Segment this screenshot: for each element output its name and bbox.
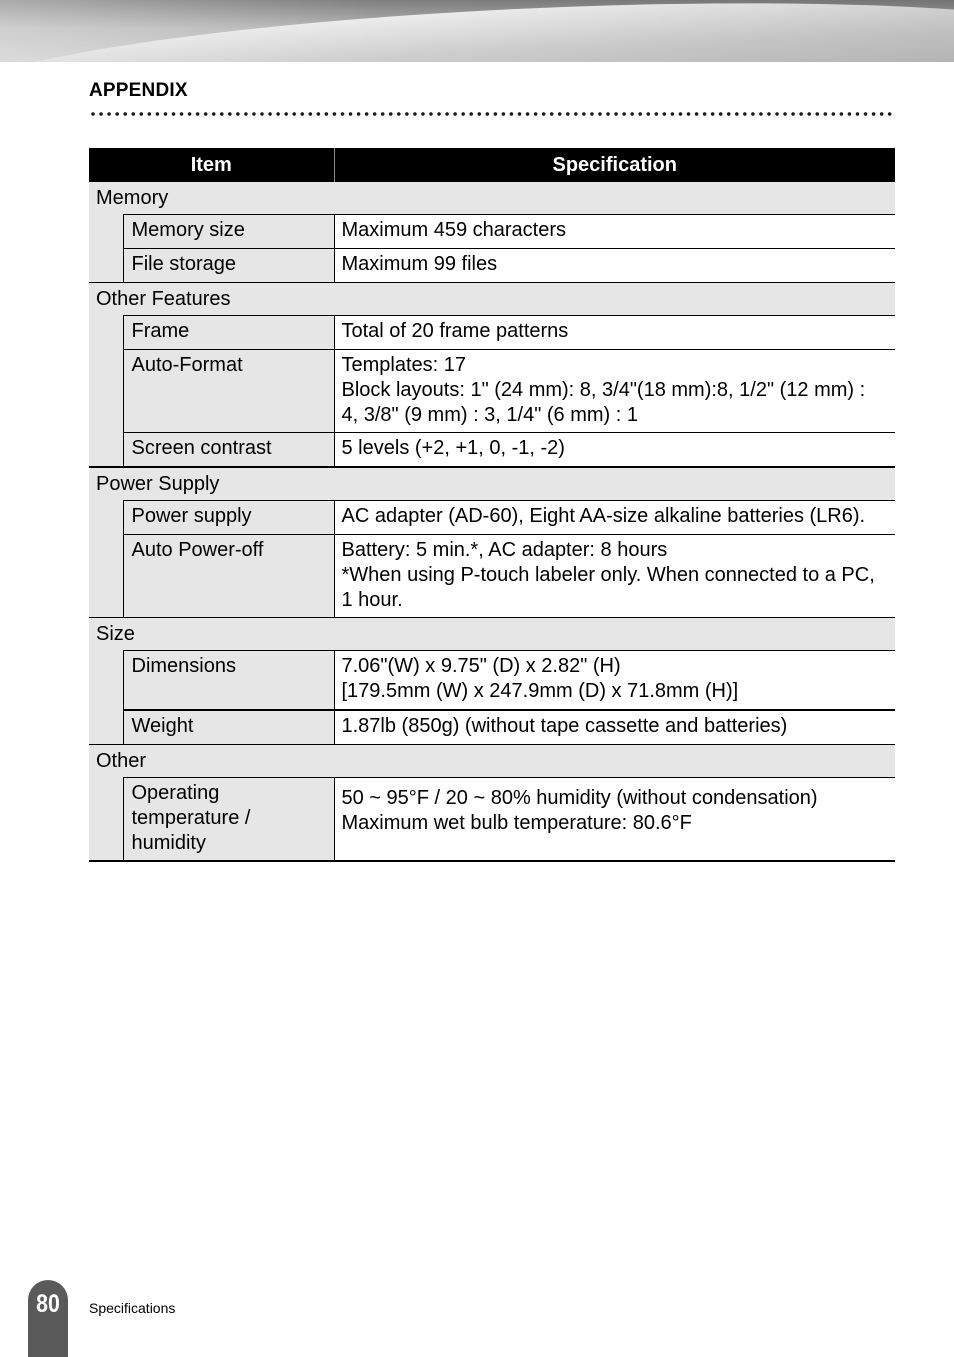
table-row: [89, 316, 895, 350]
value-cell: [334, 215, 895, 249]
header-specification: Specification: [334, 148, 895, 182]
table-row: [89, 535, 895, 618]
value-line: Total of 20 frame patterns: [341, 320, 569, 342]
table-row: [89, 651, 895, 711]
value-cell: [334, 350, 895, 433]
value-line: Maximum wet bulb temperature: 80.6°F: [341, 812, 692, 834]
table-row: [89, 710, 895, 745]
value-line: 7.06"(W) x 9.75" (D) x 2.82" (H): [341, 655, 621, 677]
value-cell: [334, 651, 895, 711]
value-line: *When using P-touch labeler only. When connected to a PC, 1 hour.: [341, 564, 875, 611]
value-line: 1.87lb (850g) (without tape cassette and batteries): [341, 715, 788, 737]
dotted-divider: [89, 111, 895, 117]
category-row: [89, 182, 895, 215]
header-item: Item: [89, 148, 334, 182]
item-cell: Screen contrast: [123, 433, 334, 468]
table-row: [89, 350, 895, 433]
value-cell: [334, 535, 895, 618]
value-line: AC adapter (AD-60), Eight AA-size alkaline batteries (LR6).: [341, 505, 866, 527]
page-number: 80: [36, 1290, 60, 1318]
section-title: APPENDIX: [89, 80, 188, 101]
header-band: [0, 0, 954, 62]
value-line: 50 ~ 95°F / 20 ~ 80% humidity (without condensation): [341, 787, 818, 809]
value-cell: [334, 501, 895, 535]
category-row: [89, 283, 895, 316]
table-row: [89, 433, 895, 468]
category-label: Memory: [89, 182, 895, 215]
value-line: Maximum 99 files: [341, 253, 498, 275]
value-line: [179.5mm (W) x 247.9mm (D) x 71.8mm (H)]: [341, 680, 739, 702]
table-row: [89, 778, 895, 862]
value-cell: [334, 433, 895, 468]
footer-label: Specifications: [89, 1300, 176, 1316]
value-line: Maximum 459 characters: [341, 219, 567, 241]
category-gutter: [89, 501, 123, 618]
item-cell: Weight: [123, 710, 334, 745]
category-label: Size: [89, 618, 895, 651]
item-cell: Dimensions: [123, 651, 334, 711]
item-cell: Auto-Format: [123, 350, 334, 433]
value-cell: [334, 710, 895, 745]
value-line: Block layouts: 1" (24 mm): 8, 3/4"(18 mm):8, 1/2" (12 mm) : 4, 3/8" (9 mm) : 3, 1/4" (6 mm) : 1: [341, 379, 866, 426]
category-label: Other Features: [89, 283, 895, 316]
category-gutter: [89, 215, 123, 283]
specifications-table: [89, 148, 895, 862]
value-cell: [334, 778, 895, 862]
table-header-row: [89, 148, 895, 182]
value-cell: [334, 316, 895, 350]
category-row: [89, 745, 895, 778]
table-row: [89, 215, 895, 249]
table-row: [89, 501, 895, 535]
item-cell: Auto Power-off: [123, 535, 334, 618]
category-row: [89, 467, 895, 501]
table-row: [89, 249, 895, 283]
header-band-shade: [0, 0, 954, 62]
value-cell: [334, 249, 895, 283]
value-line: Templates: 17: [341, 354, 467, 376]
category-label: Other: [89, 745, 895, 778]
category-label: Power Supply: [89, 467, 895, 501]
item-cell: File storage: [123, 249, 334, 283]
item-cell: Power supply: [123, 501, 334, 535]
item-cell: Memory size: [123, 215, 334, 249]
category-gutter: [89, 316, 123, 468]
category-row: [89, 618, 895, 651]
value-line: 5 levels (+2, +1, 0, -1, -2): [341, 437, 565, 459]
item-cell: Operating temperature / humidity: [123, 778, 334, 862]
item-cell: Frame: [123, 316, 334, 350]
category-gutter: [89, 651, 123, 745]
page-number-tab: [28, 1280, 68, 1357]
value-line: Battery: 5 min.*, AC adapter: 8 hours: [341, 539, 668, 561]
category-gutter: [89, 778, 123, 862]
